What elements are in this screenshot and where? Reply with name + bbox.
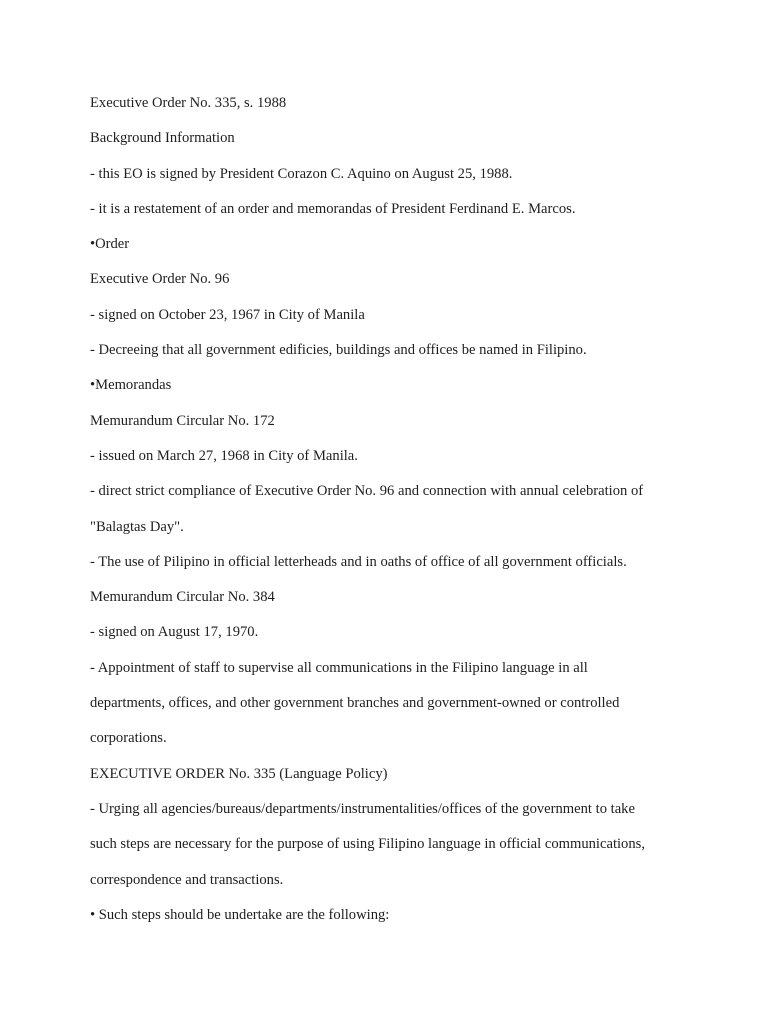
- subheading-circular-384: Memurandum Circular No. 384: [90, 589, 275, 606]
- text-line: - The use of Pilipino in official letterheads and in oaths of office of all government officials.: [90, 553, 627, 570]
- text-line: - signed on August 17, 1970.: [90, 624, 259, 641]
- document-title: Executive Order No. 335, s. 1988: [90, 95, 287, 111]
- text-line: - Decreeing that all government edificies, buildings and offices be named in Filipino.: [90, 342, 587, 359]
- bullet-heading-order: •Order: [90, 236, 130, 253]
- bullet-heading-memorandas: •Memorandas: [90, 377, 172, 394]
- text-line: - it is a restatement of an order and memorandas of President Ferdinand E. Marcos.: [90, 200, 576, 217]
- text-line: corporations.: [90, 730, 167, 747]
- text-line: correspondence and transactions.: [90, 871, 284, 888]
- text-line: such steps are necessary for the purpose of using Filipino language in official communications,: [90, 836, 645, 853]
- subheading-eo-96: Executive Order No. 96: [90, 271, 230, 288]
- text-line: - signed on October 23, 1967 in City of Manila: [90, 306, 365, 323]
- section-heading-background: Background Information: [90, 130, 235, 147]
- bullet-line: • Such steps should be undertake are the following:: [90, 906, 390, 923]
- text-line: "Balagtas Day".: [90, 518, 184, 535]
- text-line: - this EO is signed by President Corazon C. Aquino on August 25, 1988.: [90, 165, 513, 182]
- text-line: - Urging all agencies/bureaus/departments/instrumentalities/offices of the government to take: [90, 800, 635, 817]
- text-line: - Appointment of staff to supervise all communications in the Filipino language in all: [90, 659, 588, 676]
- text-line: departments, offices, and other government branches and government-owned or controlled: [90, 695, 620, 712]
- text-line: - direct strict compliance of Executive Order No. 96 and connection with annual celebration of: [90, 483, 644, 500]
- subheading-eo-335: EXECUTIVE ORDER No. 335 (Language Policy): [90, 765, 388, 782]
- text-line: - issued on March 27, 1968 in City of Manila.: [90, 447, 358, 464]
- subheading-circular-172: Memurandum Circular No. 172: [90, 412, 275, 429]
- document-body: [90, 86, 690, 933]
